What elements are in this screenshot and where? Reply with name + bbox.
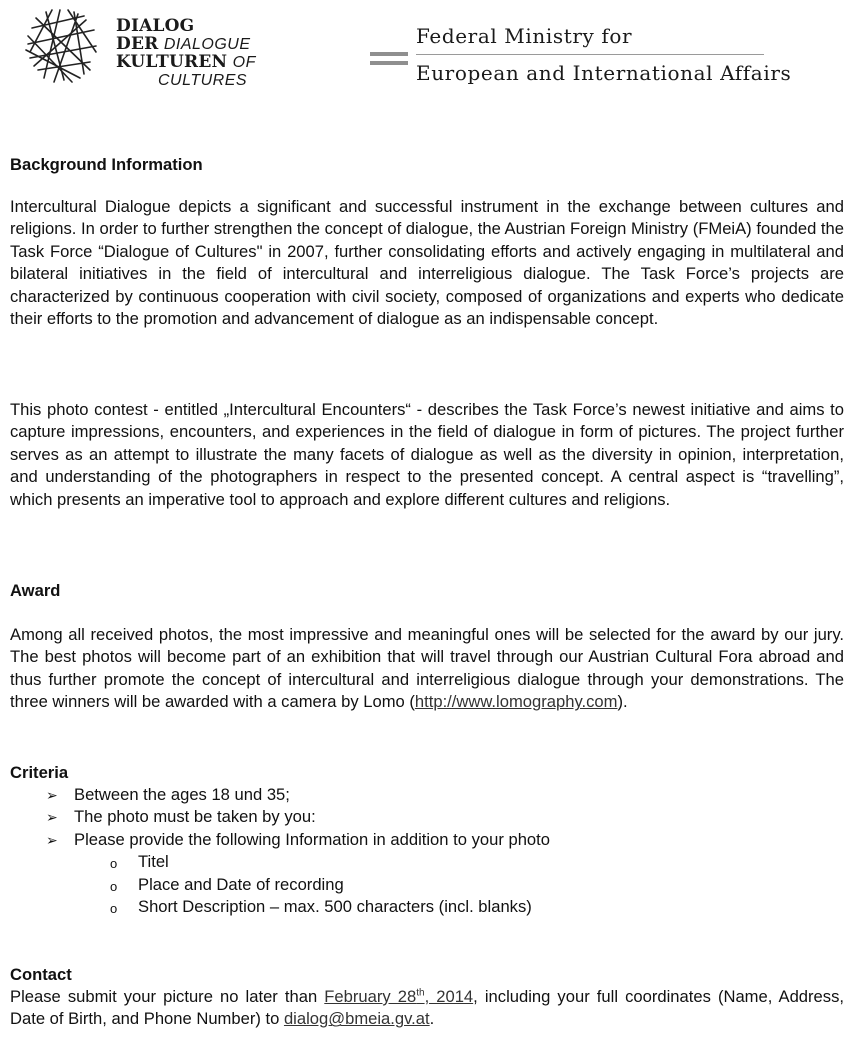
background-heading: Background Information — [10, 155, 203, 174]
criteria-sub-list-container — [10, 851, 844, 918]
arrow-bullet-icon: ➢ — [46, 831, 58, 848]
circle-bullet-icon: o — [110, 856, 118, 872]
photo-contest-paragraph: This photo contest - entitled „Intercultural Encounters“ - describes the Task Force’s newest initiative and aims to capture impressions, encounters, and experiences in the field of dialogue in form of pictures. The project further serves as an attempt to illustrate the many facets of dialogue as well as the diversity in opinion, interpretation, and understanding of the photographers in respect to the presented concept. A central aspect is “travelling”, which presents an imperative tool to approach and explore different cultures and religions. — [10, 400, 844, 509]
criteria-item — [10, 829, 844, 851]
criteria-heading: Criteria — [10, 763, 69, 782]
arrow-bullet-icon: ➢ — [46, 809, 58, 826]
award-paragraph — [10, 624, 844, 714]
criteria-sub-item — [10, 851, 844, 873]
woven-globe-icon — [24, 8, 100, 84]
header-divider — [416, 54, 764, 55]
criteria-list — [10, 784, 844, 918]
criteria-item — [10, 806, 844, 828]
lomography-link[interactable]: http://www.lomography.com — [414, 692, 618, 712]
logo-text-de: KULTUREN — [116, 52, 228, 72]
ministry-name-line1: Federal Ministry for — [416, 24, 633, 48]
criteria-sub-list — [10, 851, 844, 918]
criteria-item — [10, 784, 844, 806]
contact-paragraph — [10, 986, 844, 1031]
logo-row — [116, 54, 256, 72]
deadline-date — [324, 987, 473, 1006]
criteria-item-text: Please provide the following Information in addition to your photo — [74, 829, 550, 849]
ministry-flag-bar-icon — [370, 52, 408, 56]
circle-bullet-icon: o — [110, 878, 118, 894]
deadline-date-suffix: th — [416, 987, 425, 999]
criteria-sub-item-text: Place and Date of recording — [138, 874, 344, 894]
contact-text-middle: , including your full coordinates (Name, Address, Date of Birth, and Phone Number) to — [10, 987, 844, 1029]
contact-email-link[interactable]: dialog@bmeia.gv.at — [283, 1009, 430, 1029]
logo-wordmark — [116, 18, 256, 90]
criteria-item-text: Between the ages 18 und 35; — [74, 785, 290, 804]
background-paragraph: Intercultural Dialogue depicts a significant and successful instrument in the exchange between cultures and religions. In order to further strengthen the concept of dialogue, the Austrian Foreign Ministry (FMeiA) founded the Task Force “Dialogue of Cultures" in 2007, further consolidating efforts and actively engaging in multilateral and bilateral initiatives in the field of intercultural and interreligious dialogue. The Task Force’s projects are characterized by continuous cooperation with civil society, composed of organizations and experts who dedicate their efforts to the promotion and advancement of dialogue as an indispensable concept. — [10, 197, 844, 329]
logo-text-de: DIALOG — [116, 16, 195, 36]
logo-text-en: CULTURES — [158, 72, 248, 89]
award-heading: Award — [10, 581, 61, 600]
logo-row — [116, 72, 256, 90]
logo-text-en: DIALOGUE — [163, 36, 251, 53]
circle-bullet-icon: o — [110, 900, 118, 916]
ministry-name-line2: European and International Affairs — [416, 61, 792, 85]
criteria-sub-item — [10, 896, 844, 918]
criteria-item-text: The photo must be taken by you: — [74, 807, 316, 827]
criteria-sub-item-text: Short Description – max. 500 characters (incl. blanks) — [138, 896, 532, 916]
criteria-sub-item — [10, 874, 844, 896]
logo-text-en: OF — [232, 54, 256, 71]
ministry-flag-bar-icon — [370, 61, 408, 65]
deadline-date-year: , 2014 — [424, 987, 474, 1006]
contact-text-end: . — [429, 1009, 435, 1029]
deadline-date-main: February 28 — [324, 987, 417, 1006]
ministry-header — [370, 24, 850, 94]
logo-text-de: DER — [116, 34, 159, 54]
arrow-bullet-icon: ➢ — [46, 787, 58, 803]
award-text-end: ). — [617, 692, 628, 712]
award-text: Among all received photos, the most impressive and meaningful ones will be selected for the award by our jury. The best photos will become part of an exhibition that will travel through our Austrian Cultural Fora abroad and thus further promote the concept of intercultural and interreligious dialogue through your demonstrations. The three winners will be awarded with a camera by Lomo ( — [10, 625, 844, 712]
criteria-sub-item-text: Titel — [138, 852, 169, 872]
contact-heading: Contact — [10, 965, 72, 984]
contact-text: Please submit your picture no later than — [10, 987, 325, 1006]
